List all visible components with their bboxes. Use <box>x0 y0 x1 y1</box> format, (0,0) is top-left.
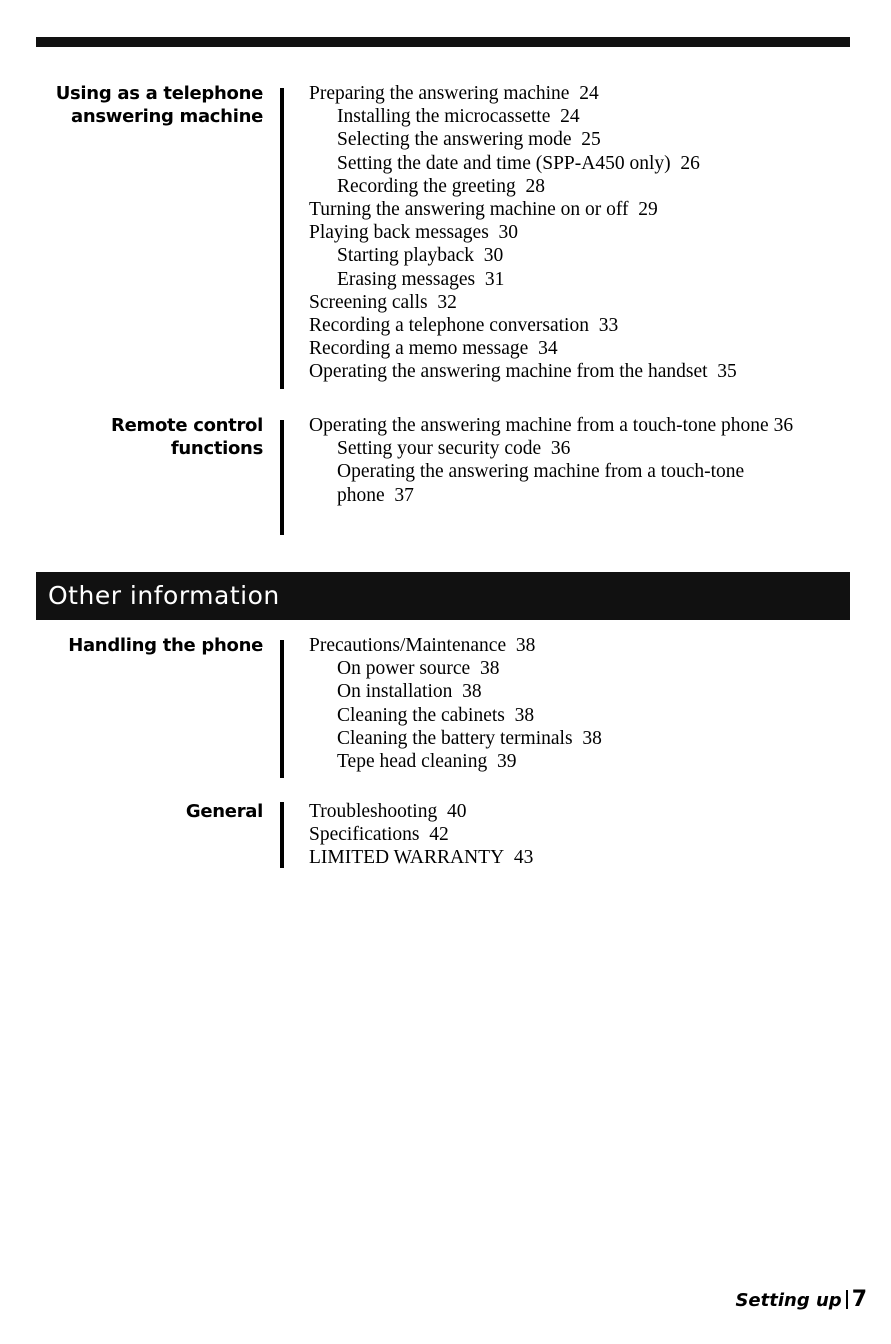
page-ref: 37 <box>394 484 414 506</box>
toc-list <box>309 82 849 384</box>
page-ref: 42 <box>429 824 449 846</box>
toc-entry[interactable]: On installation 38 <box>337 681 482 703</box>
toc-list <box>309 634 849 773</box>
toc-entry[interactable]: Operating the answering machine from the handset 35 <box>309 361 737 383</box>
group-label: Remote control functions <box>111 415 263 459</box>
toc-entry[interactable]: Recording the greeting 28 <box>337 175 545 197</box>
group-divider <box>280 802 284 868</box>
page-ref: 26 <box>680 152 700 174</box>
page-ref: 38 <box>479 658 500 680</box>
page-ref: 31 <box>484 268 505 290</box>
toc-entry[interactable]: Cleaning the cabinets 38 <box>337 704 535 726</box>
page-ref: 28 <box>525 175 545 197</box>
toc-entry[interactable]: Selecting the answering mode 25 <box>337 129 601 151</box>
page-ref: 38 <box>582 727 602 749</box>
footer-separator <box>846 1290 848 1309</box>
group-divider <box>280 88 284 389</box>
toc-list <box>309 414 849 507</box>
page-ref: 38 <box>462 681 482 703</box>
top-rule <box>36 37 850 47</box>
toc-entry[interactable]: Operating the answering machine from a touch-tone phone 36 <box>309 415 794 436</box>
group-label: General <box>185 801 263 822</box>
page-number: 7 <box>851 1287 867 1312</box>
toc-entry[interactable]: Playing back messages 30 <box>309 222 519 244</box>
toc-entry[interactable]: LIMITED WARRANTY 43 <box>309 847 534 869</box>
toc-entry[interactable]: Erasing messages 31 <box>337 268 505 290</box>
page-ref: 36 <box>773 415 794 436</box>
toc-entry[interactable]: Tepe head cleaning 39 <box>337 751 517 773</box>
toc-entry[interactable]: Specifications 42 <box>309 824 449 846</box>
toc-entry[interactable]: Recording a telephone conversation 33 <box>309 315 619 337</box>
page-ref: 29 <box>638 199 658 221</box>
page-ref: 38 <box>515 635 536 656</box>
page-ref: 35 <box>717 361 737 383</box>
page-ref: 24 <box>560 106 580 128</box>
toc-entry[interactable]: Screening calls 32 <box>309 291 457 313</box>
toc-entry[interactable]: Precautions/Maintenance 38 <box>309 635 536 656</box>
toc-entry[interactable]: Operating the answering machine from a touch-tone phone 37 <box>337 461 745 506</box>
group-label: Handling the phone <box>68 635 263 656</box>
page-footer <box>735 1287 867 1312</box>
page-ref: 25 <box>581 129 601 151</box>
page-ref: 30 <box>498 222 519 244</box>
group-divider <box>280 420 284 535</box>
toc-entry[interactable]: Troubleshooting 40 <box>309 801 467 822</box>
page-ref: 40 <box>446 801 467 822</box>
section-heading-other-information: Other information <box>36 572 850 620</box>
page-ref: 38 <box>514 704 535 726</box>
toc-entry[interactable]: Cleaning the battery terminals 38 <box>337 727 602 749</box>
toc-entry[interactable]: Starting playback 30 <box>337 245 504 267</box>
page-ref: 33 <box>598 315 619 337</box>
page-ref: 32 <box>437 291 457 313</box>
toc-entry[interactable]: Setting your security code 36 <box>337 438 571 460</box>
page-ref: 34 <box>538 338 558 360</box>
toc-entry[interactable]: Turning the answering machine on or off 29 <box>309 199 658 221</box>
toc-entry[interactable]: Setting the date and time (SPP-A450 only) 26 <box>337 152 700 174</box>
page-ref: 30 <box>483 245 504 267</box>
toc-entry[interactable]: Installing the microcassette 24 <box>337 106 580 128</box>
toc-list <box>309 800 849 870</box>
group-divider <box>280 640 284 778</box>
page-ref: 39 <box>496 751 517 773</box>
page-ref: 36 <box>550 438 571 460</box>
toc-entry[interactable]: On power source 38 <box>337 658 500 680</box>
page-ref: 24 <box>579 83 599 104</box>
toc-entry[interactable]: Preparing the answering machine 24 <box>309 83 599 104</box>
toc-entry[interactable]: Recording a memo message 34 <box>309 338 558 360</box>
group-label: Using as a telephone answering machine <box>55 83 263 127</box>
footer-section-title: Setting up <box>735 1290 842 1311</box>
page-ref: 43 <box>513 847 534 869</box>
